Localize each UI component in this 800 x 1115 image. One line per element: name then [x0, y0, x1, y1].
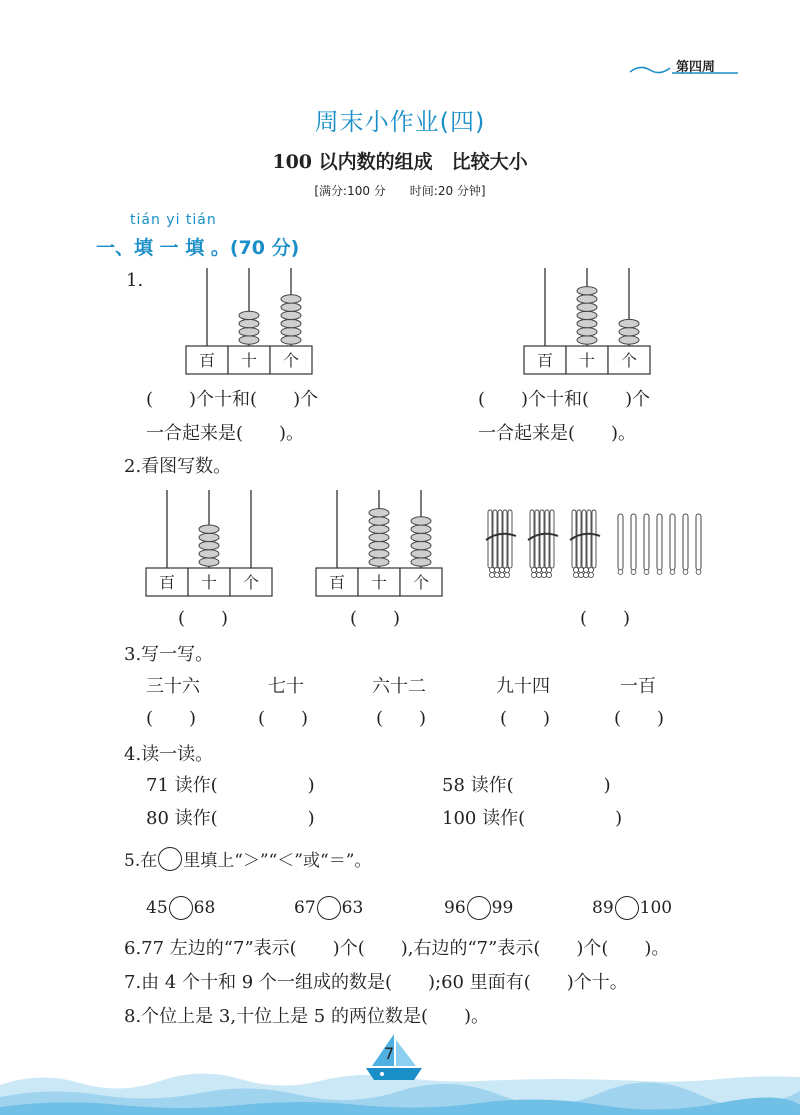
abacus-bead [369, 525, 389, 533]
abacus-bead [239, 311, 259, 319]
abacus-bead [199, 550, 219, 558]
stick-bundle [570, 510, 600, 578]
q2-answer-a: ( ) [178, 608, 229, 629]
stick-bundles-illustration [476, 506, 716, 582]
abacus-bead [281, 303, 301, 311]
abacus-place-label: 百 [328, 573, 346, 592]
q5-pair-1-b: 68 [193, 898, 216, 918]
q5-pair-3 [444, 896, 513, 920]
abacus-place-label: 十 [240, 351, 258, 370]
abacus-place-label: 个 [242, 573, 260, 592]
abacus-bead [281, 295, 301, 303]
single-stick [644, 514, 649, 570]
page-subtitle: 100 以内数的组成 比较大小 [272, 151, 528, 173]
q5-pair-1 [146, 896, 215, 920]
q3-answer-4: ( ) [500, 708, 551, 729]
boat-icon [360, 1030, 430, 1090]
circle-icon [158, 847, 182, 871]
abacus-bead [281, 311, 301, 319]
abacus-bead [577, 336, 597, 344]
q5-pair-2-a: 67 [294, 898, 316, 918]
abacus-place-label: 个 [282, 351, 300, 370]
abacus-bead [199, 525, 219, 533]
compare-circle-input[interactable] [169, 896, 193, 920]
abacus-place-label: 十 [370, 573, 388, 592]
q5-pair-2-b: 63 [341, 898, 364, 918]
q5-prompt-post: 里填上“＞”“＜”或“＝”。 [183, 851, 372, 871]
single-stick [683, 514, 688, 570]
abacus-q2-a [144, 488, 280, 600]
abacus-place-label: 个 [620, 351, 638, 370]
week-label: 第四周 [676, 60, 716, 75]
abacus-bead [577, 295, 597, 303]
stick-bundle [486, 510, 516, 578]
abacus-bead [411, 558, 431, 566]
q1-right-line1: ( )个十和( )个 [478, 389, 651, 410]
question-4-prompt: 4.读一读。 [124, 744, 214, 765]
abacus-q2-b [314, 488, 450, 600]
abacus-place-label: 百 [536, 351, 554, 370]
abacus-bead [577, 287, 597, 295]
compare-circle-input[interactable] [615, 896, 639, 920]
q1-right-line2: 一合起来是( )。 [478, 423, 637, 444]
question-1-number: 1. [126, 270, 144, 291]
q4-item-2: 58 读作( ) [442, 775, 611, 796]
abacus-bead [369, 509, 389, 517]
question-8: 8.个位上是 3,十位上是 5 的两位数是( )。 [124, 1006, 490, 1027]
q3-answer-1: ( ) [146, 708, 197, 729]
q5-pair-3-b: 99 [491, 898, 514, 918]
single-stick [670, 514, 675, 570]
q5-pair-4-a: 89 [592, 898, 614, 918]
page-title: 周末小作业(四) [314, 108, 486, 136]
q3-answer-2: ( ) [258, 708, 309, 729]
compare-circle-input[interactable] [467, 896, 491, 920]
page-number: 7 [384, 1044, 395, 1063]
q3-word-2: 七十 [268, 676, 304, 697]
q3-word-4: 九十四 [496, 676, 550, 697]
single-stick [657, 514, 662, 570]
q2-answer-b: ( ) [350, 608, 401, 629]
abacus-bead [619, 328, 639, 336]
q3-word-3: 六十二 [372, 676, 426, 697]
q3-answer-5: ( ) [614, 708, 665, 729]
question-6: 6.77 左边的“7”表示( )个( ),右边的“7”表示( )个( )。 [124, 938, 670, 959]
abacus-bead [369, 558, 389, 566]
abacus-bead [411, 525, 431, 533]
single-stick [696, 514, 701, 570]
q4-item-3: 80 读作( ) [146, 808, 315, 829]
abacus-bead [577, 328, 597, 336]
abacus-bead [369, 541, 389, 549]
abacus-bead [281, 319, 301, 327]
abacus-bead [577, 319, 597, 327]
q4-item-1: 71 读作( ) [146, 775, 315, 796]
abacus-bead [199, 541, 219, 549]
q1-left-line1: ( )个十和( )个 [146, 389, 319, 410]
abacus-place-label: 个 [412, 573, 430, 592]
score-time-line: [满分:100 分 时间:20 分钟] [314, 184, 486, 198]
abacus-place-label: 十 [578, 351, 596, 370]
q4-item-4: 100 读作( ) [442, 808, 623, 829]
q3-word-5: 一百 [620, 676, 656, 697]
abacus-bead [577, 303, 597, 311]
abacus-bead [619, 336, 639, 344]
abacus-q1-left [184, 266, 320, 378]
question-3-prompt: 3.写一写。 [124, 644, 214, 665]
abacus-place-label: 十 [200, 573, 218, 592]
abacus-bead [369, 533, 389, 541]
abacus-bead [281, 328, 301, 336]
stick-bundle [528, 510, 558, 578]
abacus-bead [369, 517, 389, 525]
abacus-q1-right [522, 266, 658, 378]
abacus-bead [411, 533, 431, 541]
question-2-prompt: 2.看图写数。 [124, 456, 232, 477]
q5-prompt-pre: 5.在 [124, 851, 158, 871]
abacus-bead [239, 328, 259, 336]
q5-pair-2 [294, 896, 363, 920]
abacus-bead [411, 550, 431, 558]
single-stick [631, 514, 636, 570]
compare-circle-input[interactable] [317, 896, 341, 920]
question-7: 7.由 4 个十和 9 个一组成的数是( );60 里面有( )个十。 [124, 972, 628, 993]
q2-answer-c: ( ) [580, 608, 631, 629]
abacus-bead [411, 541, 431, 549]
abacus-bead [199, 533, 219, 541]
q5-pair-4-b: 100 [639, 898, 673, 918]
abacus-bead [619, 319, 639, 327]
q3-word-1: 三十六 [146, 676, 200, 697]
abacus-place-label: 百 [198, 351, 216, 370]
abacus-bead [199, 558, 219, 566]
abacus-bead [239, 319, 259, 327]
section-heading: 一、填 一 填 。(70 分) [96, 237, 300, 259]
q3-answer-3: ( ) [376, 708, 427, 729]
q5-pair-1-a: 45 [146, 898, 168, 918]
abacus-bead [369, 550, 389, 558]
single-stick [618, 514, 623, 570]
abacus-bead [577, 311, 597, 319]
abacus-bead [411, 517, 431, 525]
question-5-prompt [124, 846, 371, 871]
abacus-place-label: 百 [158, 573, 176, 592]
abacus-bead [281, 336, 301, 344]
section-pinyin: tián yi tián [130, 212, 217, 228]
abacus-bead [239, 336, 259, 344]
q5-pair-3-a: 96 [444, 898, 466, 918]
q1-left-line2: 一合起来是( )。 [146, 423, 305, 444]
q5-pair-4 [592, 896, 672, 920]
